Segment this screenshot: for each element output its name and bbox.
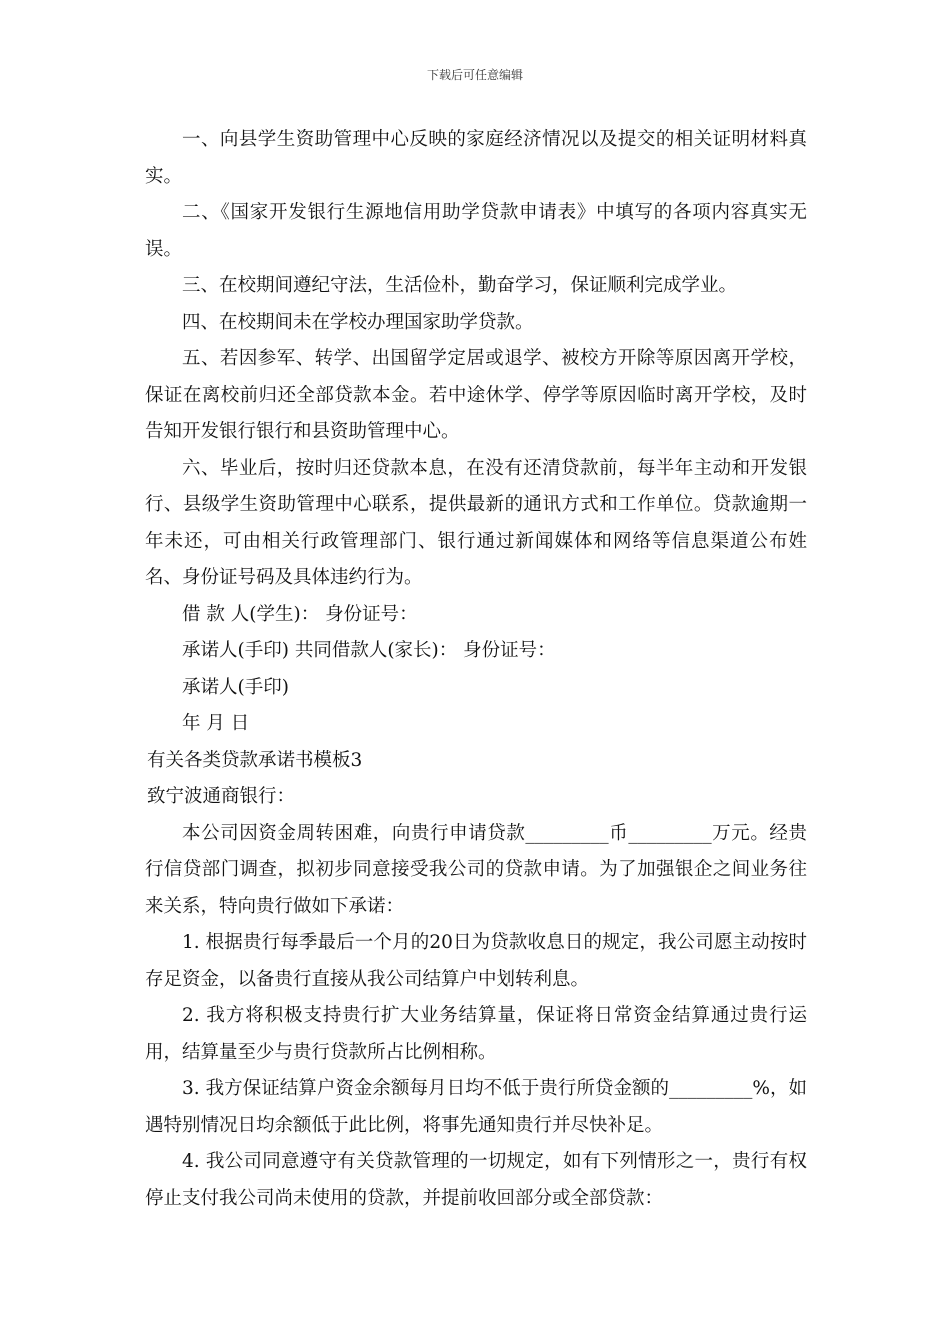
addressee-line: 致宁波通商银行： xyxy=(147,786,296,807)
paragraph-item-3: 3. 我方保证结算户资金余额每月日均不低于贵行所贷金额的_________%，如遇特别情况日均余额低于此比例，将事先通知贵行并尽快补足。 xyxy=(145,1078,807,1136)
paragraph-item-4: 4. 我公司同意遵守有关贷款管理的一切规定，如有下列情形之一，贵行有权停止支付我公司尚未使用的贷款，并提前收回部分或全部贷款： xyxy=(145,1151,807,1209)
signature-co-borrower-line: 承诺人(手印) 共同借款人(家长)： 身份证号： xyxy=(182,640,556,661)
document-body xyxy=(145,122,807,1217)
page-header: 下载后可任意编辑 xyxy=(426,68,523,82)
paragraph-commitment-3: 三、在校期间遵纪守法，生活俭朴，勤奋学习，保证顺利完成学业。 xyxy=(182,275,738,296)
signature-borrower-line: 借 款 人(学生)： 身份证号： xyxy=(182,603,418,625)
template-title: 有关各类贷款承诺书模板3 xyxy=(147,749,363,771)
paragraph-commitment-6: 六、毕业后，按时归还贷款本息，在没有还清贷款前，每半年主动和开发银行、县级学生资助管理中心联系，提供最新的通讯方式和工作单位。贷款逾期一年未还，可由相关行政管理部门、银行通过新闻媒体和网络等信息渠道公布姓名、身份证号码及具体违约行为。 xyxy=(145,457,807,588)
paragraph-item-2: 2. 我方将积极支持贵行扩大业务结算量，保证将日常资金结算通过贵行运用，结算量至少与贵行贷款所占比例相称。 xyxy=(145,1005,807,1063)
paragraph-commitment-4: 四、在校期间未在学校办理国家助学贷款。 xyxy=(182,311,534,333)
signature-pledger-line: 承诺人(手印) xyxy=(182,676,289,698)
paragraph-commitment-1: 一、向县学生资助管理中心反映的家庭经济情况以及提交的相关证明材料真实。 xyxy=(145,129,807,187)
paragraph-item-1: 1. 根据贵行每季最后一个月的20日为贷款收息日的规定，我公司愿主动按时存足资金，以备贵行直接从我公司结算户中划转利息。 xyxy=(145,932,807,990)
paragraph-intro: 本公司因资金周转困难，向贵行申请贷款_________币_________万元。经贵行信贷部门调查，拟初步同意接受我公司的贷款申请。为了加强银企之间业务往来关系，特向贵行做如下承诺： xyxy=(145,822,807,917)
date-line: 年 月 日 xyxy=(182,713,250,734)
paragraph-commitment-5: 五、若因参军、转学、出国留学定居或退学、被校方开除等原因离开学校，保证在离校前归还全部贷款本金。若中途休学、停学等原因临时离开学校，及时告知开发银行银行和县资助管理中心。 xyxy=(145,348,807,442)
paragraph-commitment-2: 二、《国家开发银行生源地信用助学贷款申请表》中填写的各项内容真实无误。 xyxy=(145,202,807,260)
